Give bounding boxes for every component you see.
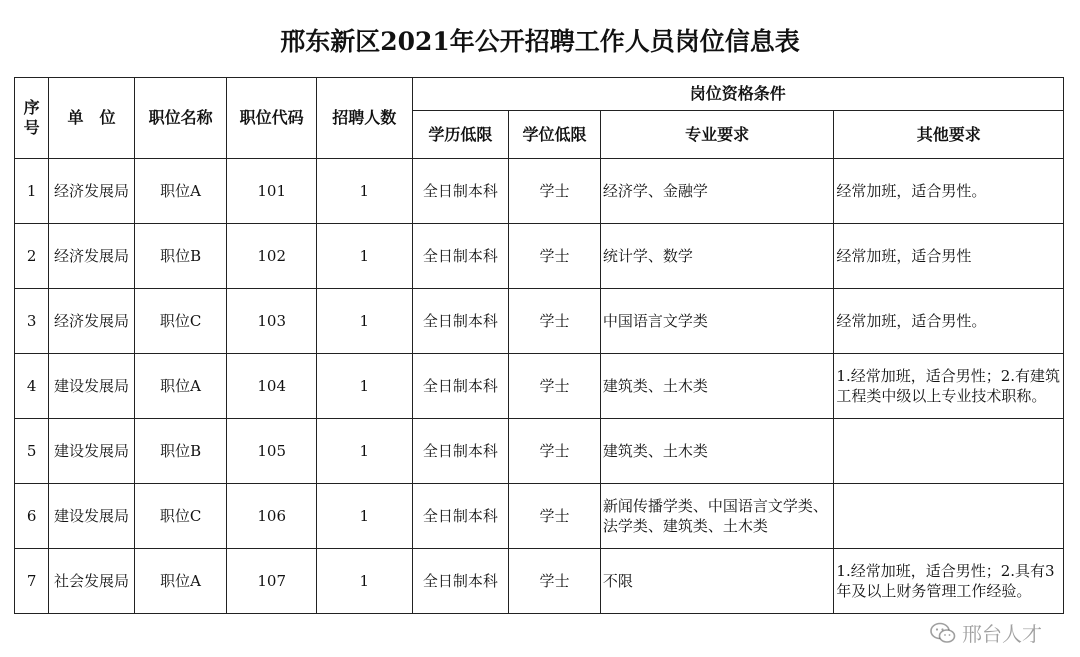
table-row: [15, 419, 1064, 484]
cell-education: 全日制本科: [412, 224, 509, 289]
cell-count: 1: [316, 549, 412, 614]
header-unit: 单 位: [49, 78, 135, 159]
cell-seq: 4: [15, 354, 49, 419]
cell-major: 统计学、数学: [600, 224, 834, 289]
watermark-text: 邢台人才: [962, 622, 1042, 646]
cell-major: 建筑类、土木类: [600, 419, 834, 484]
page-title: 邢东新区2021年公开招聘工作人员岗位信息表: [280, 27, 800, 56]
cell-position-code: 102: [227, 224, 317, 289]
cell-seq: 2: [15, 224, 49, 289]
cell-seq: 6: [15, 484, 49, 549]
cell-position-name: 职位B: [134, 419, 227, 484]
cell-count: 1: [316, 484, 412, 549]
table-row: [15, 159, 1064, 224]
cell-unit: 建设发展局: [49, 484, 135, 549]
cell-degree: 学士: [509, 419, 601, 484]
cell-education: 全日制本科: [412, 289, 509, 354]
cell-other: 经常加班，适合男性。: [834, 289, 1064, 354]
cell-education: 全日制本科: [412, 549, 509, 614]
header-position-name: 职位名称: [134, 78, 227, 159]
cell-degree: 学士: [509, 224, 601, 289]
cell-position-name: 职位C: [134, 484, 227, 549]
cell-education: 全日制本科: [412, 484, 509, 549]
cell-position-name: 职位B: [134, 224, 227, 289]
header-count: 招聘人数: [316, 78, 412, 159]
cell-position-code: 101: [227, 159, 317, 224]
cell-position-name: 职位A: [134, 159, 227, 224]
cell-unit: 经济发展局: [49, 159, 135, 224]
header-row-top: [15, 78, 1064, 111]
cell-other: [834, 484, 1064, 549]
cell-degree: 学士: [509, 484, 601, 549]
header-other: 其他要求: [834, 111, 1064, 159]
cell-unit: 经济发展局: [49, 224, 135, 289]
cell-degree: 学士: [509, 354, 601, 419]
cell-unit: 经济发展局: [49, 289, 135, 354]
header-major: 专业要求: [600, 111, 834, 159]
cell-other: 1.经常加班，适合男性；2.有建筑工程类中级以上专业技术职称。: [834, 354, 1064, 419]
watermark: [930, 618, 1042, 647]
cell-unit: 建设发展局: [49, 419, 135, 484]
cell-position-code: 105: [227, 419, 317, 484]
header-position-code: 职位代码: [227, 78, 317, 159]
cell-position-code: 106: [227, 484, 317, 549]
positions-table: [14, 77, 1064, 614]
cell-other: 经常加班，适合男性。: [834, 159, 1064, 224]
cell-seq: 7: [15, 549, 49, 614]
cell-major: 新闻传播学类、中国语言文学类、法学类、建筑类、土木类: [600, 484, 834, 549]
cell-unit: 建设发展局: [49, 354, 135, 419]
header-degree: 学位低限: [509, 111, 601, 159]
header-qualifications: 岗位资格条件: [412, 78, 1063, 111]
cell-count: 1: [316, 289, 412, 354]
table-row: [15, 484, 1064, 549]
cell-count: 1: [316, 159, 412, 224]
cell-position-name: 职位A: [134, 549, 227, 614]
table-row: [15, 289, 1064, 354]
cell-degree: 学士: [509, 159, 601, 224]
cell-degree: 学士: [509, 289, 601, 354]
cell-major: 建筑类、土木类: [600, 354, 834, 419]
cell-unit: 社会发展局: [49, 549, 135, 614]
cell-count: 1: [316, 354, 412, 419]
cell-seq: 3: [15, 289, 49, 354]
table-row: [15, 224, 1064, 289]
cell-count: 1: [316, 419, 412, 484]
wechat-icon: [930, 622, 956, 644]
cell-position-name: 职位C: [134, 289, 227, 354]
cell-count: 1: [316, 224, 412, 289]
cell-education: 全日制本科: [412, 159, 509, 224]
cell-position-name: 职位A: [134, 354, 227, 419]
cell-education: 全日制本科: [412, 419, 509, 484]
header-seq: 序号: [15, 78, 49, 159]
cell-other: 1.经常加班，适合男性；2.具有3年及以上财务管理工作经验。: [834, 549, 1064, 614]
cell-seq: 5: [15, 419, 49, 484]
cell-other: [834, 419, 1064, 484]
cell-degree: 学士: [509, 549, 601, 614]
header-education: 学历低限: [412, 111, 509, 159]
table-row: [15, 549, 1064, 614]
table-row: [15, 354, 1064, 419]
cell-position-code: 107: [227, 549, 317, 614]
cell-position-code: 103: [227, 289, 317, 354]
cell-major: 经济学、金融学: [600, 159, 834, 224]
cell-major: 中国语言文学类: [600, 289, 834, 354]
cell-major: 不限: [600, 549, 834, 614]
cell-position-code: 104: [227, 354, 317, 419]
cell-seq: 1: [15, 159, 49, 224]
cell-other: 经常加班，适合男性: [834, 224, 1064, 289]
cell-education: 全日制本科: [412, 354, 509, 419]
